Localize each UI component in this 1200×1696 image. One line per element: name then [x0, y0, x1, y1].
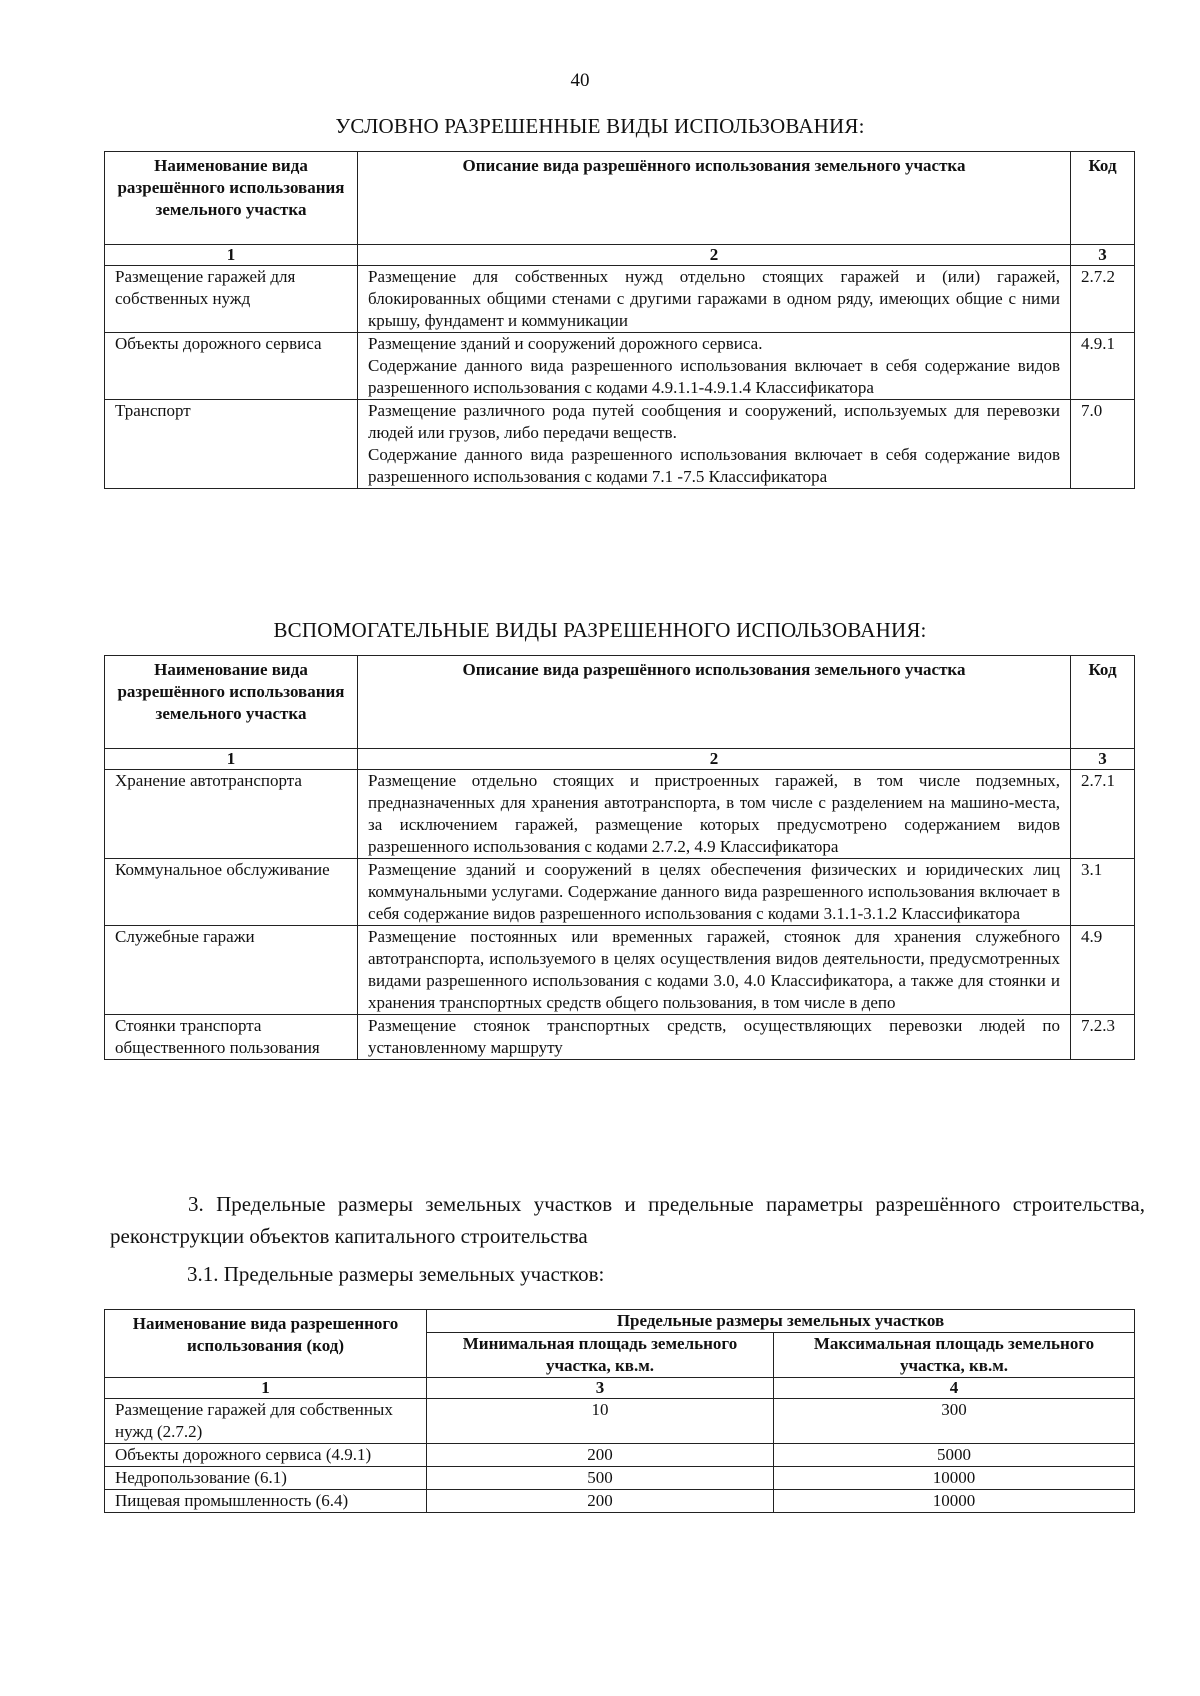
column-number-row — [105, 749, 1135, 770]
use-name: Пищевая промышленность (6.4) — [105, 1490, 427, 1513]
use-code: 7.2.3 — [1071, 1015, 1135, 1060]
table-header-row — [105, 152, 1135, 245]
column-number: 3 — [1071, 749, 1135, 770]
use-name: Коммунальное обслуживание — [105, 859, 358, 926]
use-code: 4.9 — [1071, 926, 1135, 1015]
table-row — [105, 1399, 1135, 1444]
description-line: Размещение зданий и сооружений дорожного сервиса. — [368, 334, 763, 353]
header-size-limits: Предельные размеры земельных участков — [427, 1310, 1135, 1333]
use-description: Размещение для собственных нужд отдельно стоящих гаражей и (или) гаражей, блокированных общими стенами с другими гаражами в одном ряду, имеющих общие с ними крышу, фундамент и коммуникации — [358, 266, 1071, 333]
section-3-text: 3. Предельные размеры земельных участков и предельные параметры разрешённого строительства, реконструкции объектов капитального строительства — [110, 1192, 1145, 1248]
table-row — [105, 1490, 1135, 1513]
column-number-row — [105, 1378, 1135, 1399]
min-area: 200 — [427, 1444, 774, 1467]
use-description: Размещение стоянок транспортных средств, осуществляющих перевозки людей по установленному маршруту — [358, 1015, 1071, 1060]
use-description — [358, 400, 1071, 489]
use-name: Объекты дорожного сервиса (4.9.1) — [105, 1444, 427, 1467]
table-row — [105, 1444, 1135, 1467]
use-description: Размещение зданий и сооружений в целях обеспечения физических и юридических лиц коммунальными услугами. Содержание данного вида разрешенного использования включает в себя содержание видов разрешенного использования с кодами 3.1.1-3.1.2 Классификатора — [358, 859, 1071, 926]
column-number: 1 — [105, 1378, 427, 1399]
min-area: 200 — [427, 1490, 774, 1513]
use-code: 3.1 — [1071, 859, 1135, 926]
table-row — [105, 770, 1135, 859]
table-header-row — [105, 1310, 1135, 1333]
max-area: 10000 — [774, 1490, 1135, 1513]
table-row — [105, 1467, 1135, 1490]
min-area: 500 — [427, 1467, 774, 1490]
use-code: 4.9.1 — [1071, 333, 1135, 400]
use-code: 7.0 — [1071, 400, 1135, 489]
description-line: Содержание данного вида разрешенного использования включает в себя содержание видов разрешенного использования с кодами 7.1 -7.5 Классификатора — [368, 445, 1060, 486]
land-plot-size-limits-table — [104, 1309, 1135, 1513]
page-number: 40 — [570, 70, 590, 91]
use-name: Объекты дорожного сервиса — [105, 333, 358, 400]
use-name: Транспорт — [105, 400, 358, 489]
use-description — [358, 333, 1071, 400]
header-code: Код — [1071, 152, 1135, 245]
table-row — [105, 859, 1135, 926]
use-code: 2.7.2 — [1071, 266, 1135, 333]
use-name: Стоянки транспорта общественного пользования — [105, 1015, 358, 1060]
header-name: Наименование вида разрешенного использования (код) — [105, 1310, 427, 1378]
column-number: 2 — [358, 749, 1071, 770]
section-3-1-heading: 3.1. Предельные размеры земельных участков: — [187, 1262, 605, 1286]
conditional-uses-title: УСЛОВНО РАЗРЕШЕННЫЕ ВИДЫ ИСПОЛЬЗОВАНИЯ: — [335, 114, 865, 138]
conditional-uses-table — [104, 151, 1135, 489]
column-number: 3 — [1071, 245, 1135, 266]
column-number: 4 — [774, 1378, 1135, 1399]
column-number: 3 — [427, 1378, 774, 1399]
table-row — [105, 333, 1135, 400]
table-row — [105, 400, 1135, 489]
use-description: Размещение отдельно стоящих и пристроенных гаражей, в том числе подземных, предназначенных для хранения автотранспорта, в том числе с разделением на машино-места, за исключением гаражей, размещение которых предусмотрено содержанием видов разрешенного использования с кодами 2.7.2, 4.9 Классификатора — [358, 770, 1071, 859]
use-description: Размещение постоянных или временных гаражей, стоянок для хранения служебного автотранспорта, используемого в целях осуществления видов деятельности, предусмотренных видами разрешенного использования с кодами 3.0, 4.0 Классификатора, а также для стоянки и хранения транспортных средств общего пользования, в том числе в депо — [358, 926, 1071, 1015]
column-number: 2 — [358, 245, 1071, 266]
header-min-area: Минимальная площадь земельного участка, кв.м. — [427, 1333, 774, 1378]
auxiliary-uses-title: ВСПОМОГАТЕЛЬНЫЕ ВИДЫ РАЗРЕШЕННОГО ИСПОЛЬЗОВАНИЯ: — [273, 618, 927, 642]
auxiliary-uses-table — [104, 655, 1135, 1060]
column-number: 1 — [105, 245, 358, 266]
header-description: Описание вида разрешённого использования земельного участка — [358, 152, 1071, 245]
description-line: Содержание данного вида разрешенного использования включает в себя содержание видов разрешенного использования с кодами 4.9.1.1-4.9.1.4 Классификатора — [368, 356, 1060, 397]
use-name: Размещение гаражей для собственных нужд — [105, 266, 358, 333]
use-name: Размещение гаражей для собственных нужд (2.7.2) — [105, 1399, 427, 1444]
min-area: 10 — [427, 1399, 774, 1444]
table-row — [105, 1015, 1135, 1060]
use-name: Недропользование (6.1) — [105, 1467, 427, 1490]
use-name: Хранение автотранспорта — [105, 770, 358, 859]
table-header-row — [105, 656, 1135, 749]
column-number-row — [105, 245, 1135, 266]
section-3-paragraph — [110, 1188, 1145, 1252]
header-max-area: Максимальная площадь земельного участка, кв.м. — [774, 1333, 1135, 1378]
max-area: 10000 — [774, 1467, 1135, 1490]
max-area: 5000 — [774, 1444, 1135, 1467]
table-row — [105, 266, 1135, 333]
header-name: Наименование вида разрешённого использования земельного участка — [105, 152, 358, 245]
column-number: 1 — [105, 749, 358, 770]
description-line: Размещение различного рода путей сообщения и сооружений, используемых для перевозки людей или грузов, либо передачи веществ. — [368, 401, 1060, 442]
header-code: Код — [1071, 656, 1135, 749]
max-area: 300 — [774, 1399, 1135, 1444]
use-code: 2.7.1 — [1071, 770, 1135, 859]
use-name: Служебные гаражи — [105, 926, 358, 1015]
header-description: Описание вида разрешённого использования земельного участка — [358, 656, 1071, 749]
header-name: Наименование вида разрешённого использования земельного участка — [105, 656, 358, 749]
table-row — [105, 926, 1135, 1015]
